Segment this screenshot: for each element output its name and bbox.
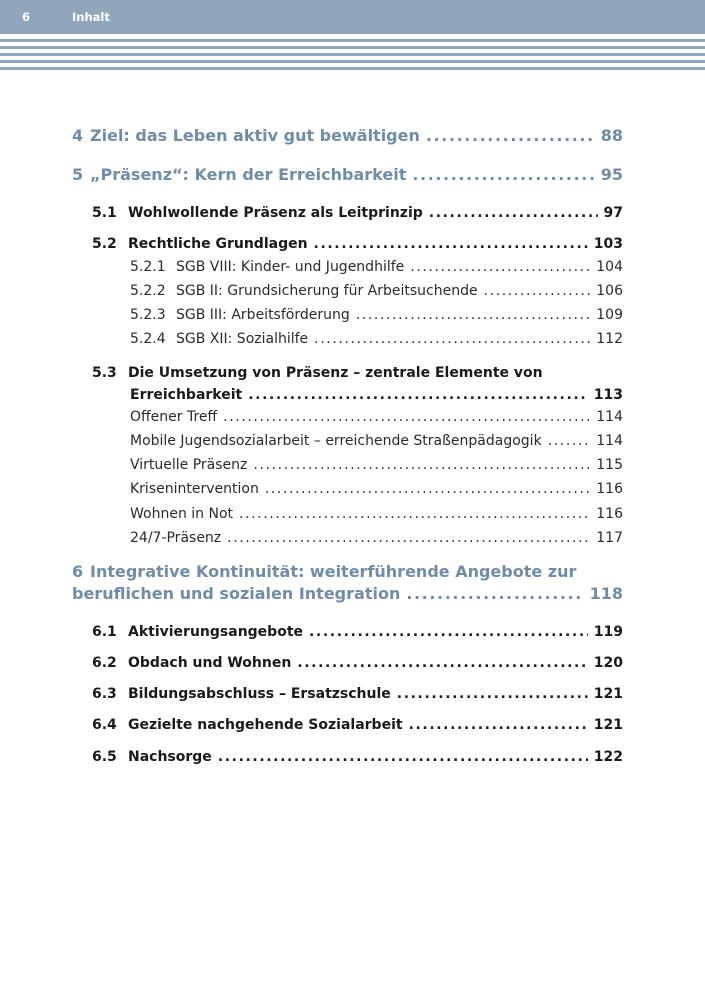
dot-leader bbox=[426, 126, 595, 145]
entry-number: 6 bbox=[72, 562, 84, 581]
entry-page: 116 bbox=[596, 506, 623, 522]
dot-leader bbox=[548, 433, 591, 449]
toc-entry-6-2[interactable] bbox=[92, 655, 623, 671]
toc-entry-wohnen-in-not[interactable] bbox=[130, 506, 623, 522]
entry-page: 119 bbox=[593, 624, 623, 640]
toc-entry-6-1[interactable] bbox=[92, 624, 623, 640]
entry-page: 116 bbox=[596, 481, 623, 497]
entry-page: 104 bbox=[596, 259, 623, 275]
toc-entry-5-3-line1[interactable] bbox=[92, 365, 623, 381]
dot-leader bbox=[253, 457, 590, 473]
entry-number: 6.3 bbox=[92, 686, 117, 702]
entry-title: Offener Treff bbox=[130, 409, 218, 425]
entry-title: SGB VIII: Kinder- und Jugendhilfe bbox=[176, 259, 405, 275]
entry-title: Erreichbarkeit bbox=[130, 387, 243, 403]
entry-title: SGB III: Arbeitsförderung bbox=[176, 307, 350, 323]
entry-number: 5.2.2 bbox=[130, 283, 166, 299]
header-stripe bbox=[0, 53, 705, 56]
entry-number: 5 bbox=[72, 165, 84, 184]
toc-entry-5-2-1[interactable] bbox=[130, 259, 623, 275]
dot-leader bbox=[397, 686, 588, 702]
entry-number: 6.5 bbox=[92, 749, 117, 765]
entry-number: 5.2 bbox=[92, 236, 117, 252]
entry-number: 6.2 bbox=[92, 655, 117, 671]
entry-number: 5.2.3 bbox=[130, 307, 166, 323]
entry-title: Gezielte nachgehende Sozialarbeit bbox=[128, 717, 403, 733]
dot-leader bbox=[406, 584, 583, 603]
dot-leader bbox=[248, 387, 588, 403]
entry-title: Krisenintervention bbox=[130, 481, 259, 497]
running-header bbox=[0, 0, 705, 34]
entry-page: 120 bbox=[593, 655, 623, 671]
running-title: Inhalt bbox=[72, 10, 110, 24]
dot-leader bbox=[218, 749, 588, 765]
dot-leader bbox=[356, 307, 591, 323]
entry-number: 4 bbox=[72, 126, 84, 145]
entry-title: Integrative Kontinuität: weiterführende Angebote zur bbox=[90, 562, 577, 581]
dot-leader bbox=[314, 331, 590, 347]
entry-page: 88 bbox=[600, 126, 623, 145]
entry-page: 115 bbox=[596, 457, 623, 473]
dot-leader bbox=[223, 409, 590, 425]
entry-title: Mobile Jugendsozialarbeit – erreichende Straßenpädagogik bbox=[130, 433, 542, 449]
entry-number: 5.3 bbox=[92, 365, 117, 381]
entry-page: 118 bbox=[589, 584, 623, 603]
entry-page: 103 bbox=[593, 236, 623, 252]
entry-title: Virtuelle Präsenz bbox=[130, 457, 248, 473]
toc-entry-5-3[interactable] bbox=[130, 387, 623, 403]
entry-title: Rechtliche Grundlagen bbox=[128, 236, 308, 252]
entry-title: SGB II: Grundsicherung für Arbeitsuchende bbox=[176, 283, 478, 299]
toc-entry-5-1[interactable] bbox=[92, 205, 623, 221]
toc-entry-5-2[interactable] bbox=[92, 236, 623, 252]
entry-title: Aktivierungsangebote bbox=[128, 624, 304, 640]
toc-entry-5-2-4[interactable] bbox=[130, 331, 623, 347]
entry-title: Die Umsetzung von Präsenz – zentrale Elemente von bbox=[128, 365, 543, 381]
entry-number: 6.4 bbox=[92, 717, 117, 733]
entry-title: Nachsorge bbox=[128, 749, 212, 765]
toc-entry-chapter-6-line1[interactable] bbox=[72, 562, 576, 581]
entry-page: 113 bbox=[593, 387, 623, 403]
entry-number: 5.2.4 bbox=[130, 331, 166, 347]
entry-page: 114 bbox=[596, 409, 623, 425]
entry-page: 97 bbox=[603, 205, 623, 221]
header-stripe bbox=[0, 67, 705, 70]
entry-page: 121 bbox=[593, 686, 623, 702]
toc-entry-6-4[interactable] bbox=[92, 717, 623, 733]
dot-leader bbox=[309, 624, 588, 640]
toc-entry-chapter-4[interactable] bbox=[72, 126, 623, 145]
entry-page: 122 bbox=[593, 749, 623, 765]
entry-number: 5.2.1 bbox=[130, 259, 166, 275]
entry-title: SGB XII: Sozialhilfe bbox=[176, 331, 309, 347]
toc-entry-6-3[interactable] bbox=[92, 686, 623, 702]
toc-entry-virtuelle-praesenz[interactable] bbox=[130, 457, 623, 473]
entry-number: 6.1 bbox=[92, 624, 117, 640]
entry-title: „Präsenz“: Kern der Erreichbarkeit bbox=[90, 165, 407, 184]
entry-page: 114 bbox=[596, 433, 623, 449]
entry-page: 109 bbox=[596, 307, 623, 323]
entry-title: beruflichen und sozialen Integration bbox=[72, 584, 401, 603]
page-number: 6 bbox=[22, 10, 31, 24]
entry-page: 106 bbox=[596, 283, 623, 299]
entry-title: Bildungsabschluss – Ersatzschule bbox=[128, 686, 391, 702]
toc-entry-5-2-3[interactable] bbox=[130, 307, 623, 323]
entry-number: 5.1 bbox=[92, 205, 117, 221]
toc-entry-chapter-6[interactable] bbox=[72, 584, 623, 603]
toc-entry-24-7-praesenz[interactable] bbox=[130, 530, 623, 546]
entry-page: 121 bbox=[593, 717, 623, 733]
dot-leader bbox=[227, 530, 590, 546]
entry-title: 24/7-Präsenz bbox=[130, 530, 222, 546]
header-stripe bbox=[0, 39, 705, 42]
entry-page: 95 bbox=[600, 165, 623, 184]
dot-leader bbox=[484, 283, 591, 299]
entry-page: 112 bbox=[596, 331, 623, 347]
dot-leader bbox=[410, 259, 590, 275]
dot-leader bbox=[412, 165, 594, 184]
header-stripe bbox=[0, 46, 705, 49]
header-stripe bbox=[0, 60, 705, 63]
toc-entry-offener-treff[interactable] bbox=[130, 409, 623, 425]
dot-leader bbox=[409, 717, 588, 733]
entry-title: Wohlwollende Präsenz als Leitprinzip bbox=[128, 205, 423, 221]
dot-leader bbox=[239, 506, 590, 522]
toc-entry-mobile-jugendsozialarbeit[interactable] bbox=[130, 433, 623, 449]
entry-page: 117 bbox=[596, 530, 623, 546]
toc-entry-6-5[interactable] bbox=[92, 749, 623, 765]
entry-title: Obdach und Wohnen bbox=[128, 655, 292, 671]
toc-entry-5-2-2[interactable] bbox=[130, 283, 623, 299]
entry-title: Ziel: das Leben aktiv gut bewältigen bbox=[90, 126, 420, 145]
dot-leader bbox=[429, 205, 598, 221]
entry-title: Wohnen in Not bbox=[130, 506, 234, 522]
dot-leader bbox=[265, 481, 590, 497]
toc-entry-krisenintervention[interactable] bbox=[130, 481, 623, 497]
toc-entry-chapter-5[interactable] bbox=[72, 165, 623, 184]
dot-leader bbox=[314, 236, 588, 252]
dot-leader bbox=[297, 655, 587, 671]
